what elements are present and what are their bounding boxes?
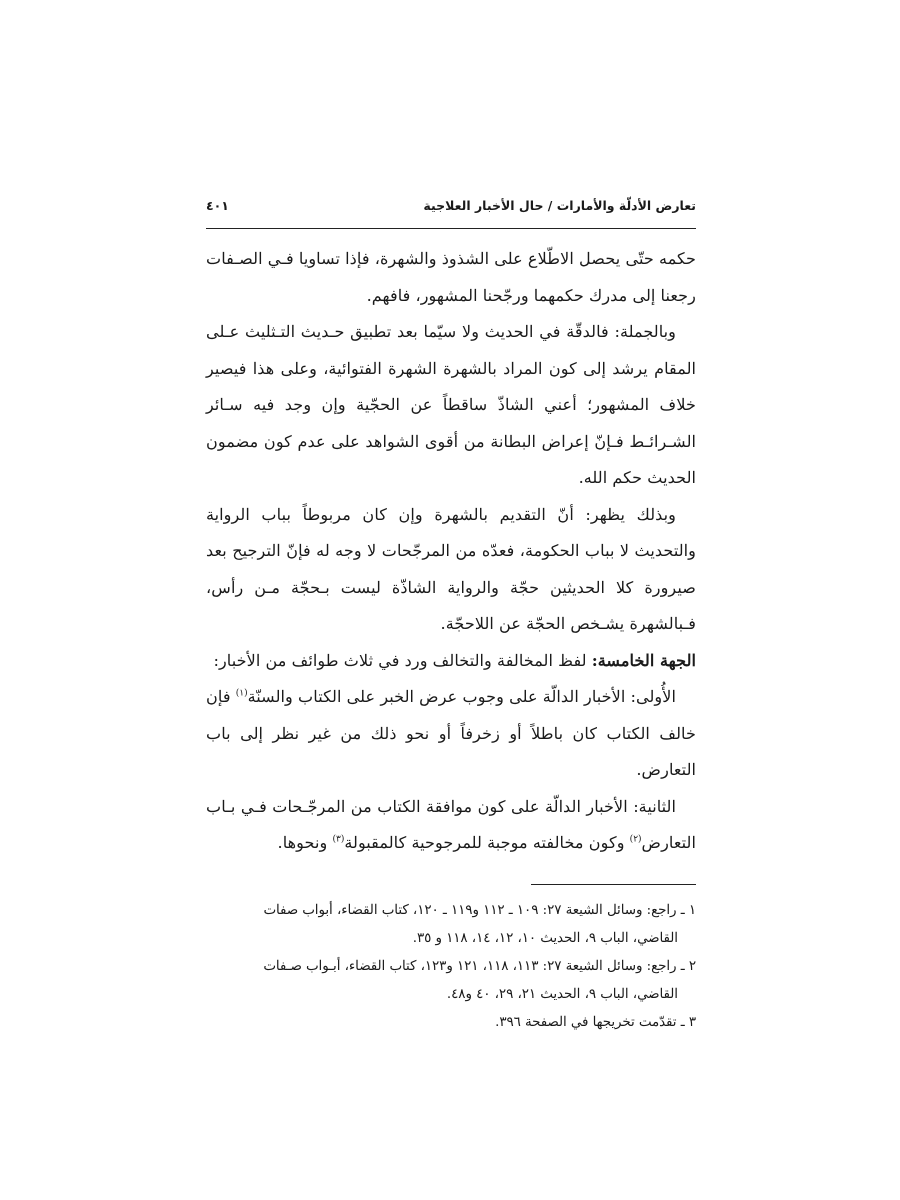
paragraph (206, 679, 696, 789)
footnote-separator (531, 884, 696, 885)
footnote-line: ٢ ـ راجع: وسائل الشيعة ٢٧: ١١٣، ١١٨، ١٢١ و١٢٣، كتاب القضاء، أبـواب صـفات (263, 958, 696, 974)
paragraph: حكمه حتّى يحصل الاطّلاع على الشذوذ والشهرة، فإذا تساويا فـي الصـفات رجعنا إلى مدرك حكمهما ورجّحنا المشهور، فافهم. (206, 249, 696, 305)
footnote-line: القاضي، الباب ٩، الحديث ٢١، ٢٩، ٤٠ و٤٨. (446, 986, 678, 1002)
footnotes (206, 897, 696, 1037)
paragraph-text: وكون مخالفته موجبة للمرجوحية كالمقبولة (344, 833, 630, 852)
footnote-marker[interactable]: (٣) (332, 834, 345, 845)
paragraph-text: لفظ المخالفة والتخالف ورد في ثلاث طوائف من الأخبار: (213, 650, 592, 670)
paragraph: وبذلك يظهر: أنّ التقديم بالشهرة وإن كان مربوطاً بباب الرواية والتحديث لا بباب الحكومة، فعدّه من المرجّحات لا وجه له فإنّ الترجيح بعد صيرورة كلا الحديثين حجّة والرواية الشاذّة ليست بـحجّة مـن رأس، فـبالشهرة يشـخص الحجّة عن اللاحجّة. (206, 504, 696, 633)
paragraph-text: فإن خالف الكتاب كان باطلاً أو زخرفاً أو نحو ذلك من غير نظر إلى باب التعارض. (206, 687, 696, 779)
body-text (206, 241, 696, 862)
page-number: ٤٠١ (206, 198, 229, 213)
paragraph: وبالجملة: فالدقّة في الحديث ولا سيّما بعد تطبيق حـديث التـثليث عـلى المقام يرشد إلى كون المراد بالشهرة الشهرة الفتوائية، وعلى هذا فيصير خلاف المشهور؛ أعني الشاذّ ساقطاً عن الحجّية وإن وجد فيه سـائر الشـرائـط فـإنّ إعراض البطانة من أقوى الشواهد على عدم كون مضمون الحديث حكم الله. (206, 322, 696, 487)
paragraph-text: الأُولى: الأخبار الدالّة على وجوب عرض الخبر على الكتاب والسنّة (247, 687, 676, 706)
paragraph-text: الثانية: الأخبار الدالّة على كون موافقة الكتاب من المرجّـحات فـي بـاب التعارض (206, 796, 696, 852)
footnote-marker[interactable]: (١) (235, 688, 248, 699)
footnote-line: ٣ ـ تقدّمت تخريجها في الصفحة ٣٩٦. (495, 1014, 696, 1030)
footnote (206, 1009, 696, 1037)
running-header-title: تعارض الأدلّة والأمارات / حال الأخبار العلاجية (423, 198, 696, 213)
footnote (206, 897, 696, 953)
section-heading: الجهة الخامسة: (591, 650, 696, 670)
footnote-marker[interactable]: (٢) (629, 834, 642, 845)
footnote-line: القاضي، الباب ٩، الحديث ١٠، ١٢، ١٤، ١١٨ و ٣٥. (412, 930, 678, 946)
book-page (206, 198, 696, 1037)
section-paragraph (206, 643, 696, 680)
paragraph (206, 789, 696, 862)
paragraph-text: ونحوها. (277, 833, 333, 852)
footnote (206, 953, 696, 1009)
running-header (206, 198, 696, 229)
footnote-line: ١ ـ راجع: وسائل الشيعة ٢٧: ١٠٩ ـ ١١٢ و١١٩ ـ ١٢٠، كتاب القضاء، أبواب صفات (263, 902, 696, 918)
